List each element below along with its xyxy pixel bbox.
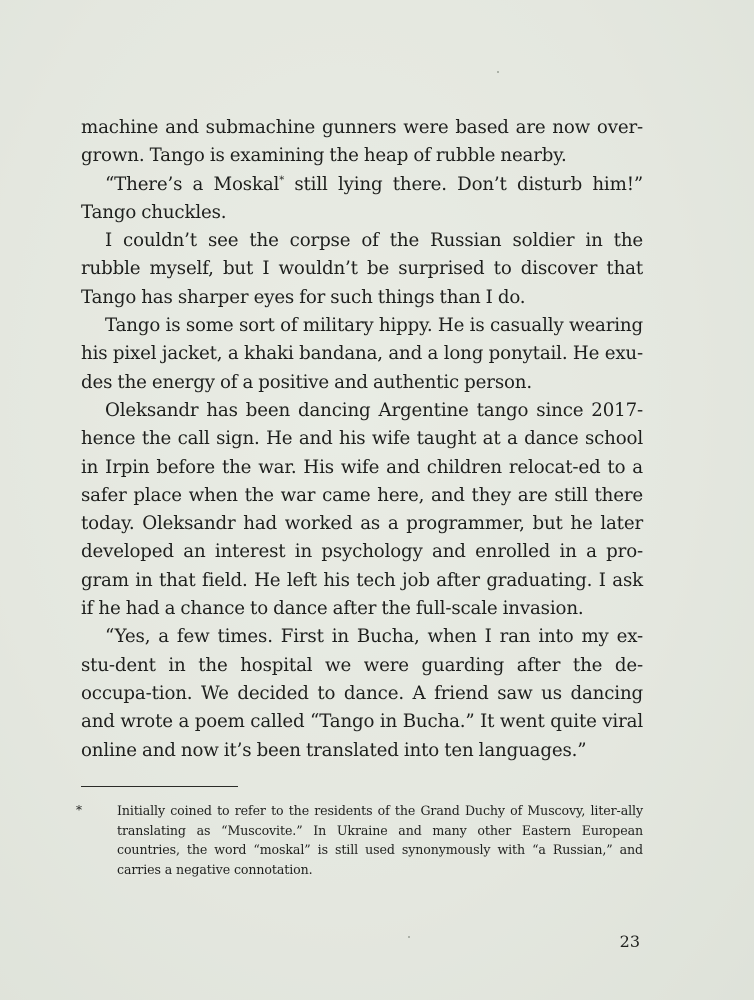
paragraph-5: Oleksandr has been dancing Argentine tango since 2017-hence the call sign. He and his wife taught at a dance school in Irpin before the war. His wife and children relocat-ed to a safer place when the war came here, and they are still there today. Oleksandr had worked as a programmer, but he later developed an interest in psychology and enrolled in a pro-gram in that field. He left his tech job after graduating. I ask if he had a chance to dance after the full-scale invasion. (81, 399, 643, 620)
footnote-mark: * (76, 803, 82, 817)
paragraph-2-start: “There’s a Moskal (105, 173, 280, 195)
paragraph-2 (81, 171, 643, 228)
page-number: 23 (619, 932, 640, 951)
paper-speck (497, 71, 499, 73)
footnote-divider (81, 786, 238, 787)
footnote (76, 801, 643, 879)
paragraph-3: I couldn’t see the corpse of the Russian soldier in the rubble myself, but I wouldn’t be surprised to discover that Tango has sharper eyes for such things than I do. (81, 230, 643, 308)
paragraph-2-end: still lying there. Don’t disturb him!” Tango chuckles. (81, 173, 643, 223)
paragraph-1: machine and submachine gunners were based are now over-grown. Tango is examining the heap of rubble nearby. (81, 117, 643, 167)
paragraph-6: “Yes, a few times. First in Bucha, when I ran into my ex-stu-dent in the hospital we were guarding after the de-occupa-tion. We decided to dance. A friend saw us dancing and wrote a poem called “Tango in Bucha.” It went quite viral online and now it’s been translated into ten languages.” (81, 626, 643, 761)
paragraph-4: Tango is some sort of military hippy. He is casually wearing his pixel jacket, a khaki bandana, and a long ponytail. He exu-des the energy of a positive and authentic person. (81, 315, 643, 393)
footnote-text: Initially coined to refer to the residents of the Grand Duchy of Muscovy, liter-ally translating as “Muscovite.” In Ukraine and many other Eastern European countries, the word “moskal” is still used synonymously with “a Russian,” and carries a negative connotation. (117, 803, 643, 877)
paper-speck (408, 936, 410, 938)
footnote-reference-mark: * (279, 174, 285, 186)
body-text (81, 114, 643, 765)
